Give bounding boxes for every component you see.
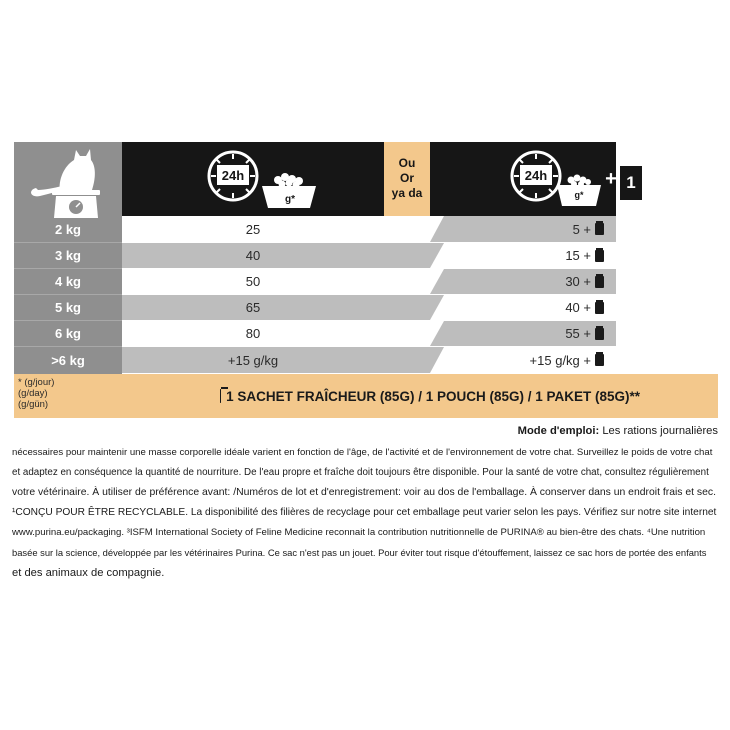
pouch-line-text: 1 SACHET FRAÎCHEUR (85G) / 1 POUCH (85G) / 1 PAKET (85G)**	[226, 388, 640, 404]
pouch-icon	[595, 328, 604, 340]
pouch-count-icon	[618, 164, 644, 202]
mode-emploi-heading	[12, 420, 718, 442]
mode-emploi-label: Mode d'emploi:	[517, 425, 600, 437]
mixed-amount	[430, 216, 616, 242]
mixed-amount-text: +15 g/kg +	[529, 352, 591, 368]
mode-emploi-intro: Les rations journalières	[599, 425, 718, 437]
weight-label: 5 kg	[54, 300, 81, 315]
instructions-line: nécessaires pour maintenir une masse corporelle idéale varient en fonction de l'âge, de l'activité et de l'environnement de votre chat. Surveillez le poids de votre chat	[12, 447, 713, 458]
mixed-amount	[430, 347, 616, 373]
bowl-unit-label-right: g*	[574, 190, 584, 200]
pouch-line	[220, 374, 640, 418]
cat-on-scale-icon	[26, 144, 118, 220]
or-word-tr: ya da	[391, 186, 423, 200]
instructions-line: et des animaux de compagnie.	[12, 567, 165, 579]
unit-footnote-en: (g/day)	[18, 388, 48, 399]
dry-amount: +15 g/kg	[227, 352, 279, 368]
dry-amount: 25	[245, 221, 261, 237]
or-word-en: Or	[399, 171, 414, 185]
pouch-icon	[595, 276, 604, 288]
instructions-line: et adaptez en conséquence la quantité de nourriture. De l'eau propre et fraîche doit toujours être disponible. Pour la santé de votre chat, consultez régulièrement	[12, 467, 709, 478]
dry-amount: 50	[245, 274, 261, 289]
mixed-amount-text: 55 +	[565, 326, 591, 341]
pouch-icon	[595, 223, 604, 235]
plus-sign: +	[605, 168, 617, 190]
weight-label: 3 kg	[54, 248, 81, 263]
pouch-count-label: 1	[626, 173, 636, 192]
instructions-line: www.purina.eu/packaging. ³ISFM International Society of Feline Medicine reconnait la contribution nutritionnelle de PURINA® au bien-être des chats. ⁴Une nutrition	[12, 527, 706, 538]
mixed-amount	[430, 269, 616, 294]
pouch-icon	[595, 354, 604, 366]
instructions-line: votre vétérinaire. À utiliser de préférence avant: /Numéros de lot et d'enregistrement: voir au dos de l'emballage. À conserver dans un endroit frais et sec.	[12, 487, 716, 498]
food-bowl-icon	[258, 168, 320, 212]
bowl-unit-label: g*	[285, 194, 295, 205]
mixed-amount	[430, 243, 616, 268]
unit-footnote-tr: (g/gün)	[18, 399, 49, 410]
dry-amount: 80	[245, 326, 261, 341]
mixed-amount-text: 40 +	[565, 300, 591, 315]
pouch-icon	[220, 389, 221, 403]
pouch-icon	[595, 302, 604, 314]
weight-label: 2 kg	[54, 221, 81, 237]
unit-footnote-fr: * (g/jour)	[18, 377, 55, 388]
instructions-line: ¹CONÇU POUR ÊTRE RECYCLABLE. La disponibilité des filières de recyclage pour cet emballage peut varier selon les pays. Vérifiez sur notre site internet	[12, 507, 717, 518]
dry-amount: 65	[245, 300, 261, 315]
mixed-amount	[430, 295, 616, 320]
mixed-amount-text: 15 +	[565, 248, 591, 263]
unit-footnote	[18, 377, 108, 410]
pouch-icon	[595, 250, 604, 262]
mixed-amount-text: 30 +	[565, 274, 591, 289]
dry-amount: 40	[245, 248, 261, 263]
or-word-fr: Ou	[398, 156, 416, 170]
clock-label-right: 24h	[520, 165, 552, 185]
weight-label: >6 kg	[51, 352, 85, 368]
mixed-amount-text: 5 +	[572, 221, 591, 237]
instructions-text	[12, 443, 718, 583]
weight-label: 6 kg	[54, 326, 81, 341]
instructions-line: basée sur la science, développée par les vétérinaires Purina. Ce sac n'est pas un jouet. Pour éviter tout risque d'étouffement, laissez ce sac hors de portée des enfants	[12, 547, 707, 558]
clock-label: 24h	[217, 165, 249, 185]
weight-label: 4 kg	[54, 274, 81, 289]
mixed-amount	[430, 321, 616, 346]
or-label	[384, 156, 430, 201]
